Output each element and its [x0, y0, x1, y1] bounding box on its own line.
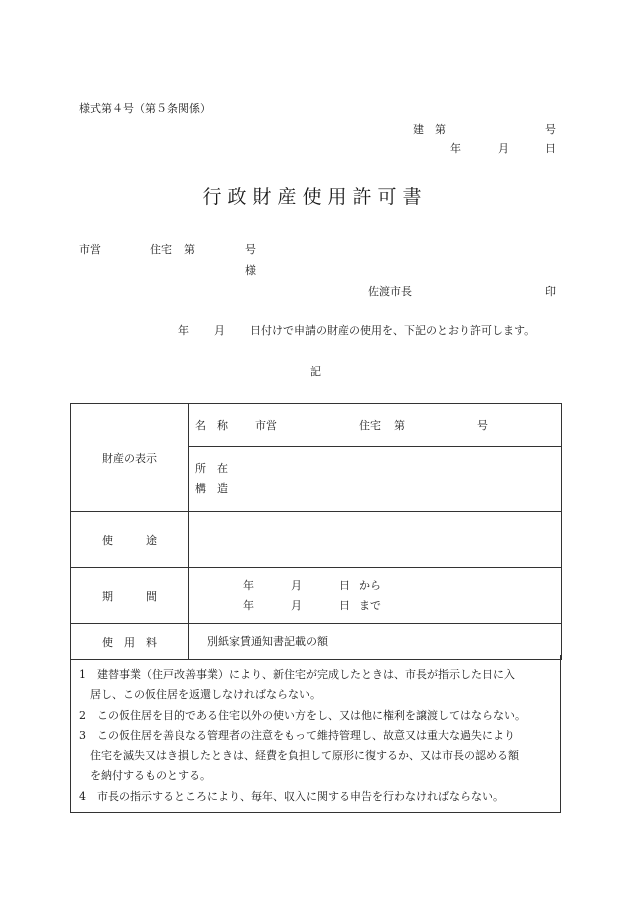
condition-line: 住宅を滅失又はき損したときは、経費を負担して原形に復するか、又は市長の認める額	[90, 749, 519, 762]
property-name-cell	[189, 404, 562, 447]
form-number: 様式第４号（第５条関係）	[79, 102, 211, 115]
period-label-cell	[71, 568, 189, 624]
period-from-month: 月	[291, 579, 302, 592]
ki-mark: 記	[310, 365, 321, 378]
date-day: 日	[545, 142, 556, 155]
addressee-dai: 第	[184, 243, 195, 256]
condition-line: 1 建替事業（住戸改善事業）により、新住宅が完成したときは、市長が指示した日に入	[79, 668, 515, 681]
statement-year: 年	[178, 324, 189, 337]
condition-line: 居し、この仮住居を返還しなければならない。	[90, 688, 321, 701]
condition-line: 3 この仮住居を善良なる管理者の注意をもって維持管理し、故意又は重大な過失により	[79, 729, 515, 742]
property-label-cell	[71, 404, 189, 512]
condition-line: を納付するものとする。	[90, 769, 211, 782]
period-to-suffix: まで	[359, 599, 381, 612]
issuer-seal: 印	[545, 285, 556, 298]
name-label: 名 称	[195, 419, 228, 432]
addressee-city-housing: 市営	[79, 243, 101, 256]
addressee-gou: 号	[245, 243, 256, 256]
period-to-day: 日	[339, 599, 350, 612]
period-label: 期 間	[102, 589, 157, 603]
statement-month: 月	[214, 324, 225, 337]
location-structure-cell	[189, 447, 562, 512]
name-housing: 住宅	[359, 419, 381, 432]
period-from-year: 年	[243, 579, 254, 592]
fee-value: 別紙家賃通知書記載の額	[207, 635, 328, 648]
conditions-box	[70, 655, 561, 813]
property-label: 財産の表示	[102, 451, 157, 465]
purpose-value-cell	[189, 512, 562, 568]
date-month: 月	[498, 142, 509, 155]
page-title: 行政財産使用許可書	[202, 186, 428, 208]
purpose-label: 使 途	[102, 533, 157, 547]
condition-line: 4 市長の指示するところにより、毎年、収入に関する申告を行わなければならない。	[79, 790, 504, 803]
period-from-day: 日	[339, 579, 350, 592]
document-number-prefix: 建 第	[413, 123, 446, 136]
name-dai: 第	[394, 419, 405, 432]
fee-label: 使 用 料	[102, 635, 157, 649]
period-value-cell	[189, 568, 562, 624]
period-to-month: 月	[291, 599, 302, 612]
period-to-year: 年	[243, 599, 254, 612]
condition-line: 2 この仮住居を目的である住宅以外の使い方をし、又は他に権利を譲渡してはならない。	[79, 709, 526, 722]
structure-label: 構 造	[195, 482, 228, 495]
name-gou: 号	[477, 419, 488, 432]
statement-text: 日付けで申請の財産の使用を、下記のとおり許可します。	[250, 324, 536, 337]
property-table	[70, 403, 562, 660]
period-from-suffix: から	[359, 579, 381, 592]
name-city: 市営	[255, 419, 277, 432]
location-label: 所 在	[195, 462, 228, 475]
addressee-sama: 様	[245, 264, 256, 277]
date-year: 年	[450, 142, 461, 155]
document-number-suffix: 号	[545, 123, 556, 136]
purpose-label-cell	[71, 512, 189, 568]
issuer-name: 佐渡市長	[368, 285, 412, 298]
addressee-housing: 住宅	[150, 243, 172, 256]
